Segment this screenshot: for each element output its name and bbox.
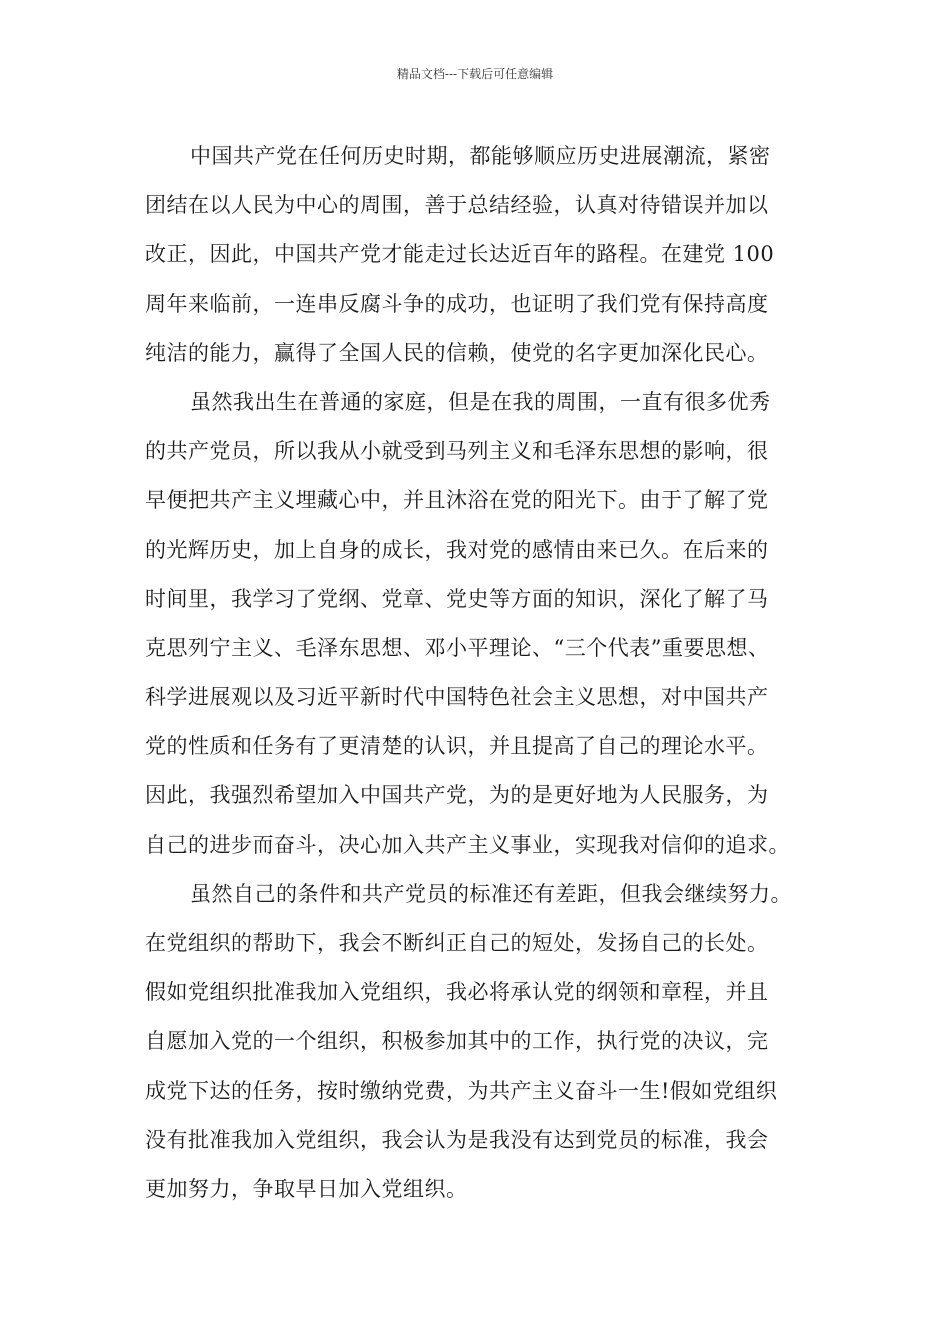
text-line: 因此，我强烈希望加入中国共产党，为的是更好地为人民服务，为 [145,783,769,808]
text-line: 时间里，我学习了党纲、党章、党史等方面的知识，深化了解了马 [145,586,769,611]
text-line: 假如党组织批准我加入党组织，我必将承认党的纲领和章程，并且 [145,980,769,1005]
text-line: 中国共产党在任何历史时期，都能够顺应历史进展潮流，紧密 [190,144,771,168]
text-line: 在党组织的帮助下，我会不断纠正自己的短处，发扬自己的长处。 [145,931,769,955]
text-line: 纯洁的能力，赢得了全国人民的信赖，使党的名字更加深化民心。 [145,340,769,365]
paragraph-2 [145,378,835,870]
text-line: 没有批准我加入党组织，我会认为是我没有达到党员的标准，我会 [145,1127,769,1152]
text-line: 成党下达的任务，按时缴纳党费，为共产主义奋斗一生!假如党组织 [145,1078,778,1103]
page-header: 精品文档---下载后可任意编辑 [396,67,554,81]
text-line: 虽然自己的条件和共产党员的标准还有差距，但我会继续努力。 [190,881,792,906]
text-line: 周年来临前，一连串反腐斗争的成功，也证明了我们党有保持高度 [145,291,769,316]
document-body [145,132,835,1214]
paragraph-1 [145,132,835,378]
text-line: 的共产党员，所以我从小就受到马列主义和毛泽东思想的影响，很 [145,439,769,464]
text-line: 科学进展观以及习近平新时代中国特色社会主义思想，对中国共产 [145,685,769,710]
text-line: 改正，因此，中国共产党才能走过长达近百年的路程。在建党 100 [145,242,775,267]
text-line: 党的性质和任务有了更清楚的认识，并且提高了自己的理论水平。 [145,734,769,759]
text-line: 早便把共产主义埋藏心中，并且沐浴在党的阳光下。由于了解了党 [145,488,769,513]
text-line: 自愿加入党的一个组织，积极参加其中的工作，执行党的决议，完 [145,1029,769,1054]
text-line: 虽然我出生在普通的家庭，但是在我的周围，一直有很多优秀 [190,389,771,414]
text-line: 克思列宁主义、毛泽东思想、邓小平理论、“三个代表”重要思想、 [145,635,770,660]
text-line: 的光辉历史，加上自身的成长，我对党的感情由来已久。在后来的 [145,537,769,562]
text-line: 团结在以人民为中心的周围，善于总结经验，认真对待错误并加以 [145,193,769,218]
text-line: 自己的进步而奋斗，决心加入共产主义事业，实现我对信仰的追求。 [145,832,790,857]
text-line: 更加努力，争取早日加入党组织。 [145,1176,468,1201]
paragraph-3 [145,870,835,1214]
